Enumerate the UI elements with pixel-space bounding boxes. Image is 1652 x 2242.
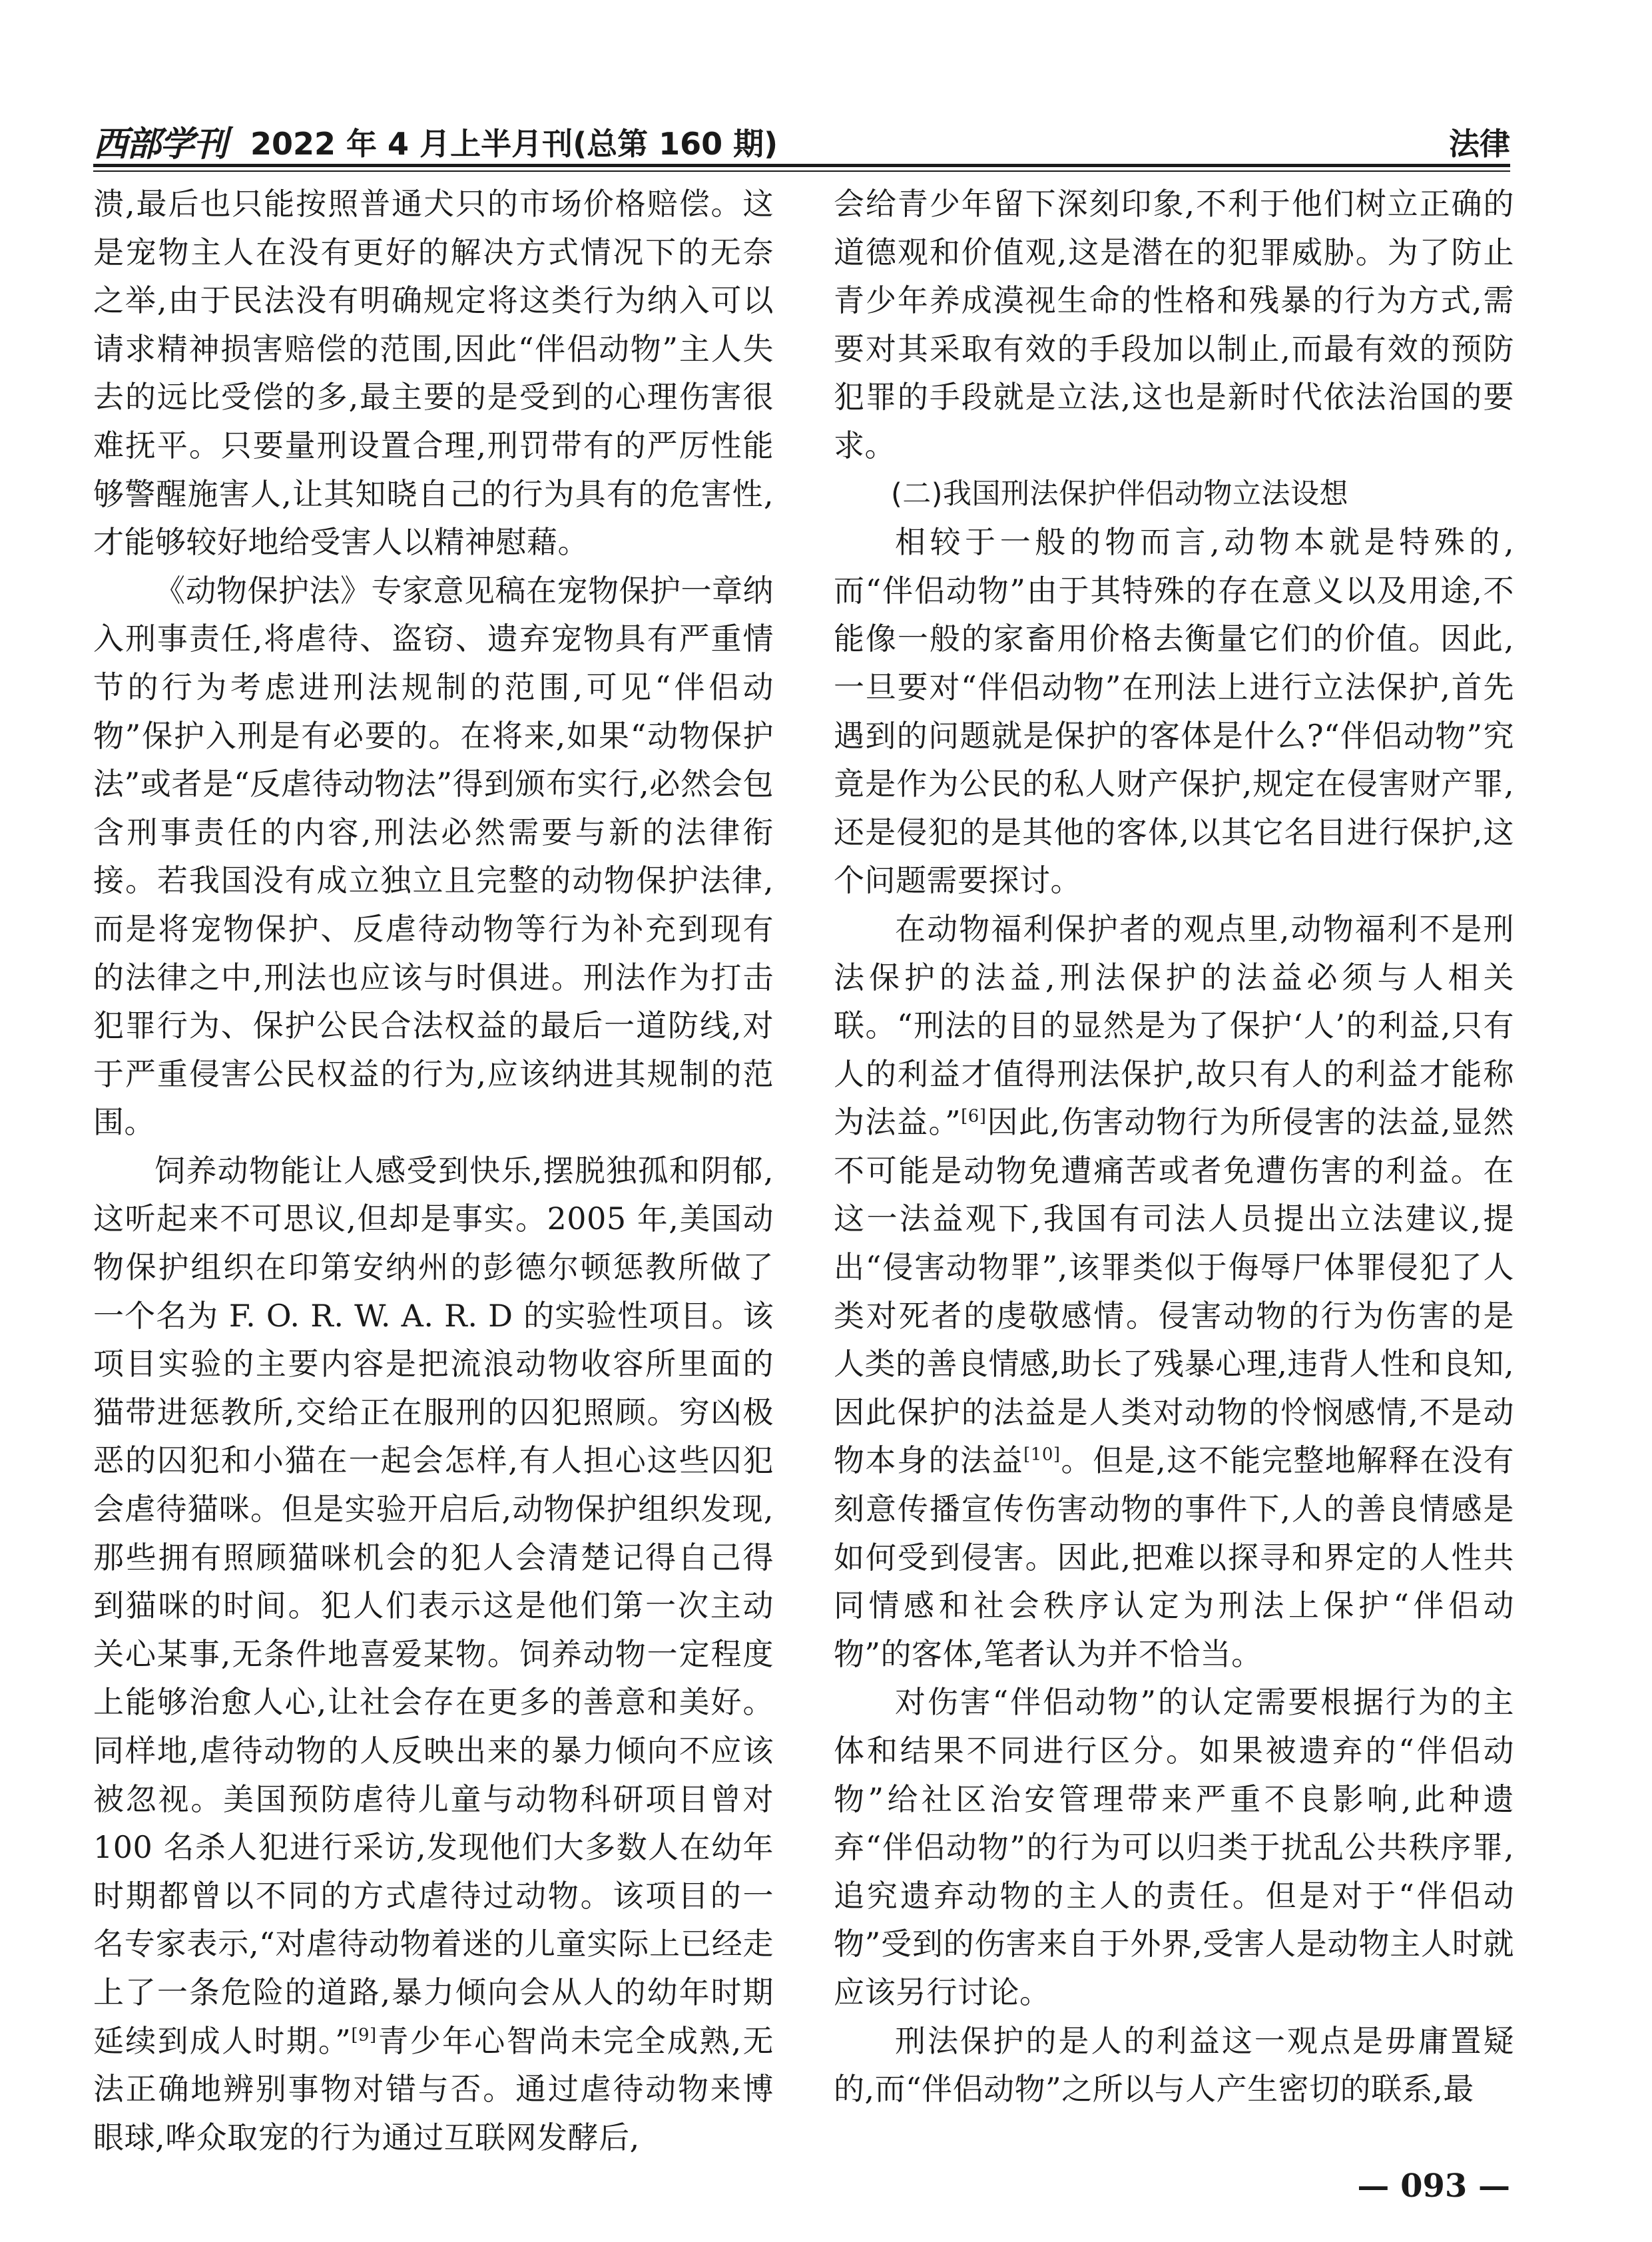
section-subheading: (二)我国刑法保护伴侣动物立法设想	[891, 477, 1349, 511]
header-rule-thin	[93, 170, 1510, 172]
paragraph: 《动物保护法》专家意见稿在宠物保护一章纳入刑事责任,将虐待、盗窃、遗弃宠物具有严重情节的行为考虑进刑法规制的范围,可见“伴侣动物”保护入刑是有必要的。在将来,如果“动物保护法”或者是“反虐待动物法”得到颁布实行,必然会包含刑事责任的内容,刑法必然需要与新的法律衔接。若我国没有成立独立且完整的动物保护法律,而是将宠物保护、反虐待动物等行为补充到现有的法律之中,刑法也应该与时俱进。刑法作为打击犯罪行为、保护公民合法权益的最后一道防线,对于严重侵害公民权益的行为,应该纳进其规制的范围。	[93, 572, 774, 1141]
citation-ref: [6]	[961, 1106, 987, 1127]
journal-logo: 西部学刊	[93, 124, 227, 164]
paragraph: 相较于一般的物而言,动物本就是特殊的,而“伴侣动物”由于其特殊的存在意义以及用途,不能像一般的家畜用价格去衡量它们的价值。因此,一旦要对“伴侣动物”在刑法上进行立法保护,首先遇到的问题就是保护的客体是什么?“伴侣动物”究竟是作为公民的私人财产保护,规定在侵害财产罪,还是侵犯的是其他的客体,以其它名目进行保护,这个问题需要探讨。	[834, 524, 1514, 899]
right-column	[834, 180, 1514, 2134]
section-name: 法律	[1449, 126, 1510, 162]
paragraph-text: 在动物福利保护者的观点里,动物福利不是刑法保护的法益,刑法保护的法益必须与人相关联。“刑法的目的显然是为了保护‘人’的利益,只有人的利益才值得刑法保护,故只有人的利益才能称为法益。”	[834, 910, 1514, 1141]
citation-ref: [9]	[351, 2025, 377, 2046]
paragraph	[93, 1147, 774, 2161]
paragraph: 溃,最后也只能按照普通犬只的市场价格赔偿。这是宠物主人在没有更好的解决方式情况下的无奈之举,由于民法没有明确规定将这类行为纳入可以请求精神损害赔偿的范围,因此“伴侣动物”主人失去的远比受偿的多,最主要的是受到的心理伤害很难抚平。只要量刑设置合理,刑罚带有的严厉性能够警醒施害人,让其知晓自己的行为具有的危害性,才能够较好地给受害人以精神慰藉。	[93, 186, 774, 561]
paragraph-text: 饲养动物能让人感受到快乐,摆脱独孤和阴郁,这听起来不可思议,但却是事实。2005 年,美国动物保护组织在印第安纳州的彭德尔顿惩教所做了一个名为 F. O. R. W. A. R. D 的实验性项目。该项目实验的主要内容是把流浪动物收容所里面的猫带进惩教所,交给正在服刑的囚犯照顾。穷凶极恶的囚犯和小猫在一起会怎样,有人担心这些囚犯会虐待猫咪。但是实验开启后,动物保护组织发现,那些拥有照顾猫咪机会的犯人会清楚记得自己得到猫咪的时间。犯人们表示这是他们第一次主动关心某事,无条件地喜爱某物。饲养动物一定程度上能够治愈人心,让社会存在更多的善意和美好。同样地,虐待动物的人反映出来的暴力倾向不应该被忽视。美国预防虐待儿童与动物科研项目曾对 100 名杀人犯进行采访,发现他们大多数人在幼年时期都曾以不同的方式虐待过动物。该项目的一名专家表示,“对虐待动物着迷的儿童实际上已经走上了一条危险的道路,暴力倾向会从人的幼年时期延续到成人时期。”	[93, 1152, 774, 2059]
paragraph-text: 青少年心智尚未完全成熟,无法正确地辨别事物对错与否。通过虐待动物来博眼球,哗众取宠的行为通过互联网发酵后,	[93, 2022, 774, 2155]
page-number: — 093 —	[1357, 2167, 1510, 2205]
paragraph-text: 因此,伤害动物行为所侵害的法益,显然不可能是动物免遭痛苦或者免遭伤害的利益。在这一法益观下,我国有司法人员提出立法建议,提出“侵害动物罪”,该罪类似于侮辱尸体罪侵犯了人类对死者的虔敬感情。侵害动物的行为伤害的是人类的善良情感,助长了残暴心理,违背人性和良知,因此保护的法益是人类对动物的怜悯感情,不是动物本身的法益	[834, 1104, 1514, 1479]
paragraph: 对伤害“伴侣动物”的认定需要根据行为的主体和结果不同进行区分。如果被遗弃的“伴侣动物”给社区治安管理带来严重不良影响,此种遗弃“伴侣动物”的行为可以归类于扰乱公共秩序罪,追究遗弃动物的主人的责任。但是对于“伴侣动物”受到的伤害来自于外界,受害人是动物主人时就应该另行讨论。	[834, 1684, 1514, 2010]
left-column	[93, 180, 774, 2155]
paragraph	[834, 905, 1514, 1679]
issue-info: 2022 年 4 月上半月刊(总第 160 期)	[250, 126, 778, 162]
header-rule	[93, 164, 1510, 167]
paragraph-text: 。但是,这不能完整地解释在没有刻意传播宣传伤害动物的事件下,人的善良情感是如何受到侵害。因此,把难以探寻和界定的人性共同情感和社会秩序认定为刑法上保护“伴侣动物”的客体,笔者认为并不恰当。	[834, 1442, 1515, 1672]
citation-ref: [10]	[1023, 1445, 1061, 1466]
paragraph: 会给青少年留下深刻印象,不利于他们树立正确的道德观和价值观,这是潜在的犯罪威胁。为了防止青少年养成漠视生命的性格和残暴的行为方式,需要对其采取有效的手段加以制止,而最有效的预防犯罪的手段就是立法,这也是新时代依法治国的要求。	[834, 186, 1514, 463]
paragraph: 刑法保护的是人的利益这一观点是毋庸置疑的,而“伴侣动物”之所以与人产生密切的联系,最	[834, 2022, 1514, 2107]
running-header	[93, 112, 1510, 164]
